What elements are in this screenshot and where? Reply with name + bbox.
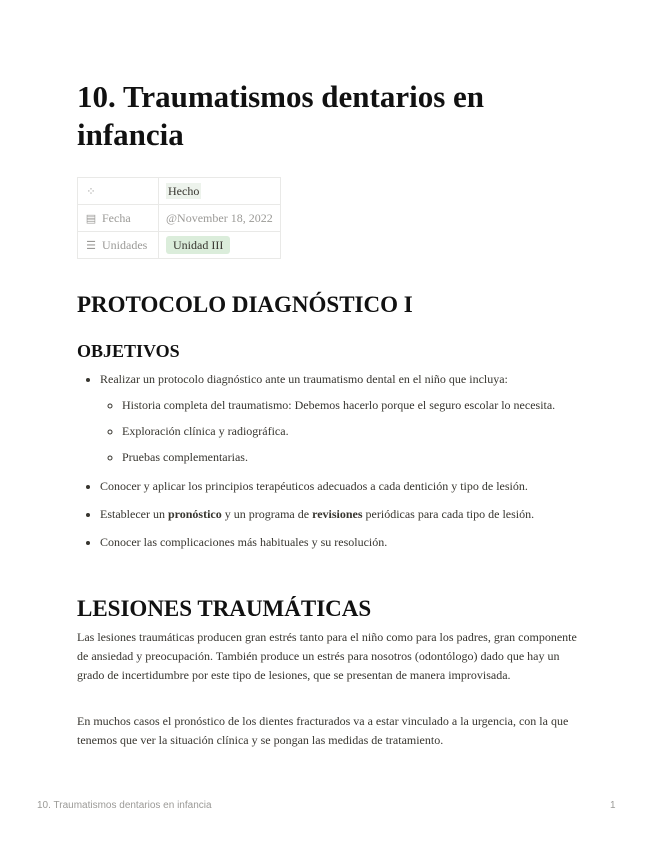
page-number: 1 [610,800,616,811]
status-key [78,178,159,205]
list-item [100,505,580,523]
list-item [100,370,580,467]
list-item: • Conocer y aplicar los principios terapéuticos adecuados a cada dentición y tipo de lesión. [100,477,580,495]
text-run: y un programa de [221,507,313,521]
paragraph: En muchos casos el pronóstico de los dientes fracturados va a estar vinculado a la urgencia, con la que tenemos que ver la situación clínica y se pongan las medidas de tratamiento. [77,714,569,747]
paragraph: Las lesiones traumáticas producen gran estrés tanto para el niño como para los padres, gran componente de ansiedad y preocupación. También produce un estrés para nosotros (odontólogo) dado que hay un grado de incertidumbre por este tipo de lesiones, que se presentan de manera improvisada. [77,630,577,682]
sub-list-item: ◦ Pruebas complementarias. [122,448,580,467]
page-title: 10. Traumatismos dentarios en infancia [77,79,485,152]
bold-text: pronóstico [167,507,222,521]
status-value: Hecho [168,183,200,198]
units-key [78,232,159,259]
status-cell[interactable] [159,178,281,205]
units-label: Unidades [102,237,148,252]
date-row [78,205,281,232]
list-item: • Conocer las complicaciones más habituales y su resolución. [100,533,580,551]
text-run: periódicas para cada tipo de lesión. [362,507,535,521]
units-cell[interactable] [159,232,281,259]
date-label: Fecha [102,210,131,225]
bold-text: revisiones [312,507,363,521]
loading-icon: ⁘ [86,185,96,198]
properties-table [77,177,281,259]
calendar-icon: ▤ [85,212,97,225]
sub-list-item: ◦ Historia completa del traumatismo: Debemos hacerlo porque el seguro escolar lo necesita. [122,396,580,415]
sub-list-item: ◦ Exploración clínica y radiográfica. [122,422,580,441]
units-tag: Unidad III [166,236,230,254]
units-row [78,232,281,259]
date-value: @November 18, 2022 [166,210,273,225]
list-item-text: Realizar un protocolo diagnóstico ante un traumatismo dental en el niño que incluya: [100,372,508,386]
section-heading-lesiones: LESIONES TRAUMÁTICAS [77,596,372,621]
date-key [78,205,159,232]
footer-title: 10. Traumatismos dentarios en infancia [37,800,212,811]
section-heading-protocolo: PROTOCOLO DIAGNÓSTICO I [77,292,413,317]
subheading-objetivos: OBJETIVOS [77,341,180,361]
objectives-list [77,370,580,551]
sub-list [100,396,580,467]
list-icon: ☰ [86,239,96,252]
date-cell[interactable] [159,205,281,232]
text-run: Establecer un [100,507,168,521]
status-row [78,178,281,205]
